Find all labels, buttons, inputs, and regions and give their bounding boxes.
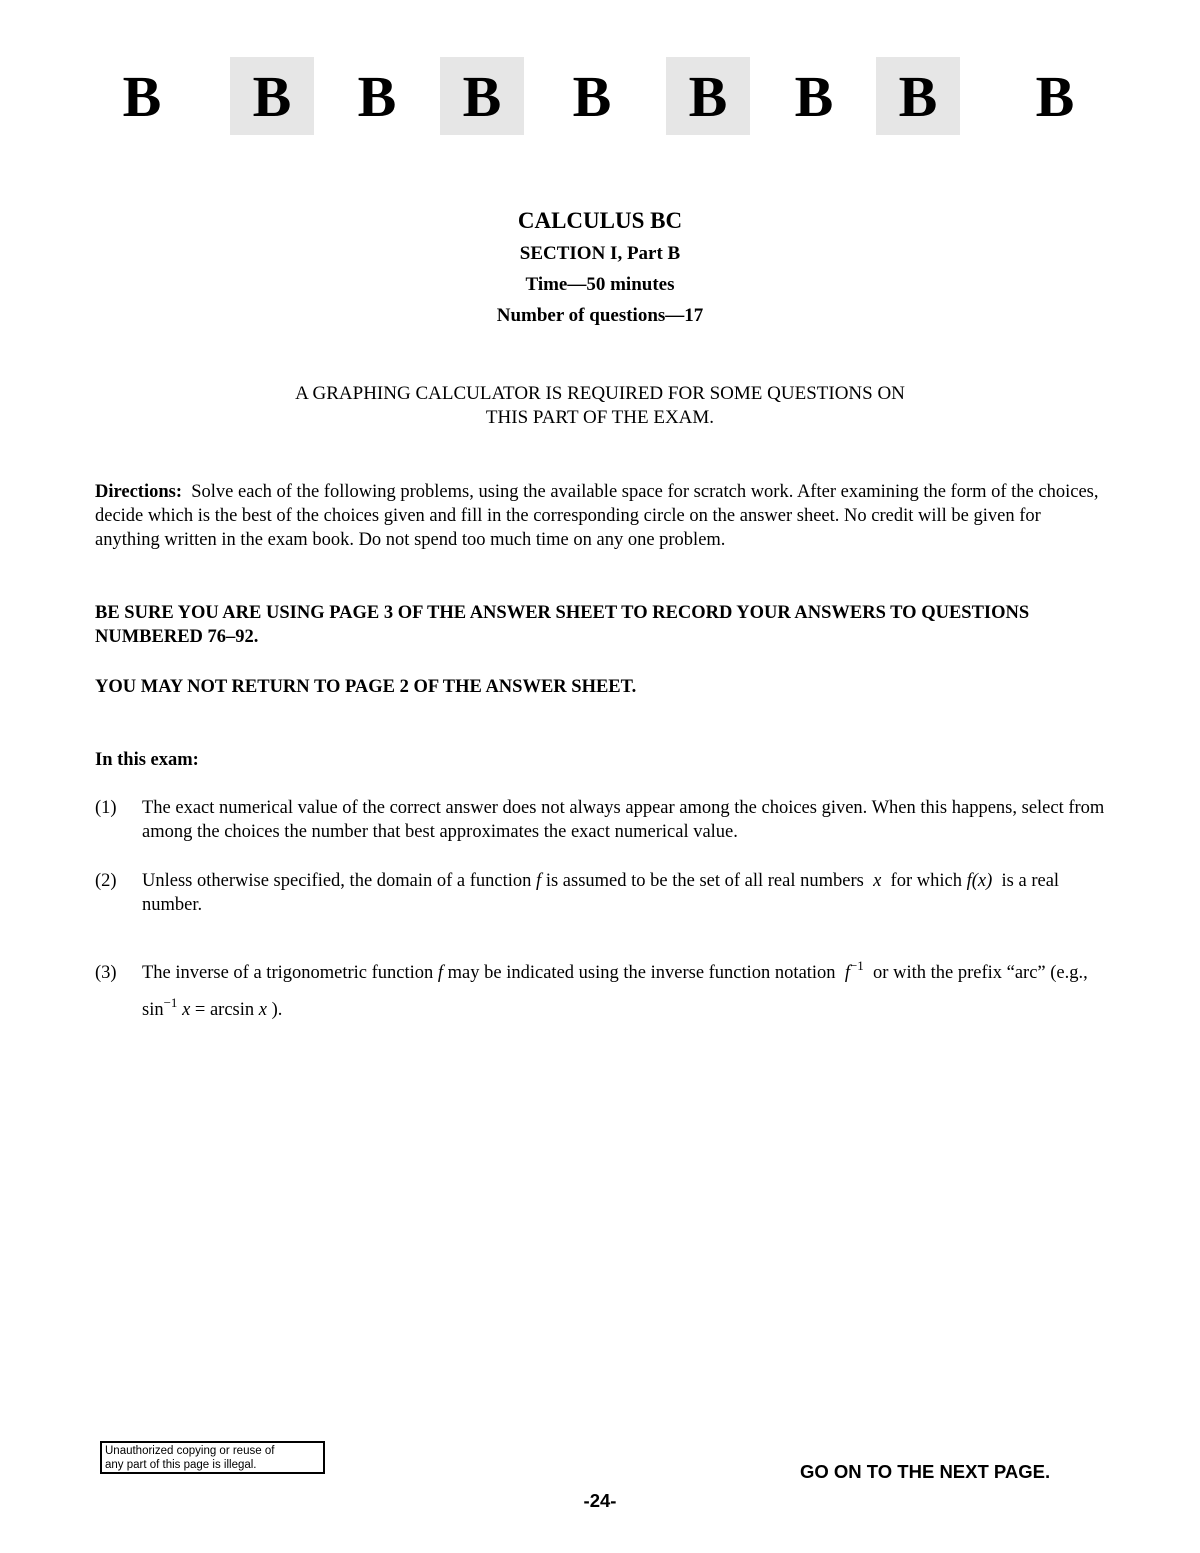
calculator-notice-line1: A GRAPHING CALCULATOR IS REQUIRED FOR SOME QUESTIONS ON (295, 383, 905, 404)
math-sin: sin (142, 1000, 164, 1020)
note-text-part: or with the prefix “arc” (e.g., (873, 963, 1088, 983)
note-text-part: is assumed to be the set of all real numbers (545, 871, 864, 891)
note-text (142, 869, 1107, 917)
math-x: x (182, 1000, 191, 1020)
record-warning: BE SURE YOU ARE USING PAGE 3 OF THE ANSWER SHEET TO RECORD YOUR ANSWERS TO QUESTIONS NUMBERED 76–92. (95, 603, 1030, 647)
no-return-warning: YOU MAY NOT RETURN TO PAGE 2 OF THE ANSWER SHEET. (95, 677, 637, 697)
math-f-inverse: f (844, 963, 850, 983)
directions-text: Solve each of the following problems, using the available space for scratch work. After examining the form of the choices, decide which is the best of the choices given and fill in the corresponding circle on the answer sheet. No credit will be given for anything written in the exam book. Do not spend too much time on any one problem. (95, 482, 1099, 550)
page-number: -24- (583, 1490, 617, 1511)
note-number: (1) (95, 798, 117, 818)
math-x: x (258, 1000, 267, 1020)
band-letter-shaded: B (666, 57, 750, 135)
note-text-part: may be indicated using the inverse function notation (447, 963, 836, 983)
header-band (0, 57, 1200, 135)
note-text-part: is a real number. (142, 871, 1060, 915)
note-number: (3) (95, 963, 117, 983)
copyright-line: Unauthorized copying or reuse of (105, 1445, 275, 1457)
superscript: −1 (163, 995, 178, 1010)
directions-paragraph (95, 480, 1105, 552)
math-arcsin: = arcsin (194, 1000, 255, 1020)
exam-notes-heading: In this exam: (95, 750, 199, 770)
band-letter: B (794, 63, 834, 129)
directions-label: Directions: (95, 482, 182, 502)
band-letter-shaded: B (876, 57, 960, 135)
calculator-notice-line2: THIS PART OF THE EXAM. (485, 407, 715, 428)
calculator-notice (0, 382, 1200, 430)
note-text (142, 955, 1107, 1029)
math-f: f (536, 871, 542, 891)
note-text-part: Unless otherwise specified, the domain of a function (142, 871, 532, 891)
time-label: Time—50 minutes (525, 274, 675, 295)
note-text: The exact numerical value of the correct answer does not always appear among the choices given. When this happens, select from among the choices the number that best approximates the exact numerical value. (142, 798, 1105, 842)
note-number: (2) (95, 871, 117, 891)
copyright-line: any part of this page is illegal. (105, 1459, 257, 1471)
band-letter: B (357, 63, 397, 129)
band-letter: B (572, 63, 612, 129)
math-fx: f(x) (966, 871, 993, 891)
note-text-part: for which (890, 871, 962, 891)
superscript: −1 (849, 958, 864, 973)
band-letter: B (122, 63, 162, 129)
copyright-notice-box (100, 1441, 325, 1474)
band-letter-shaded: B (230, 57, 314, 135)
next-page-label: GO ON TO THE NEXT PAGE. (800, 1461, 1051, 1482)
math-f: f (437, 963, 444, 983)
note-text-part: The inverse of a trigonometric function (142, 963, 434, 983)
note-text-part: ). (271, 1000, 283, 1020)
band-letter-shaded: B (440, 57, 524, 135)
band-letter: B (1035, 63, 1075, 129)
exam-title: CALCULUS BC (517, 208, 683, 233)
questions-count: Number of questions—17 (496, 305, 704, 326)
section-label: SECTION I, Part B (519, 243, 681, 264)
math-x: x (873, 871, 882, 891)
